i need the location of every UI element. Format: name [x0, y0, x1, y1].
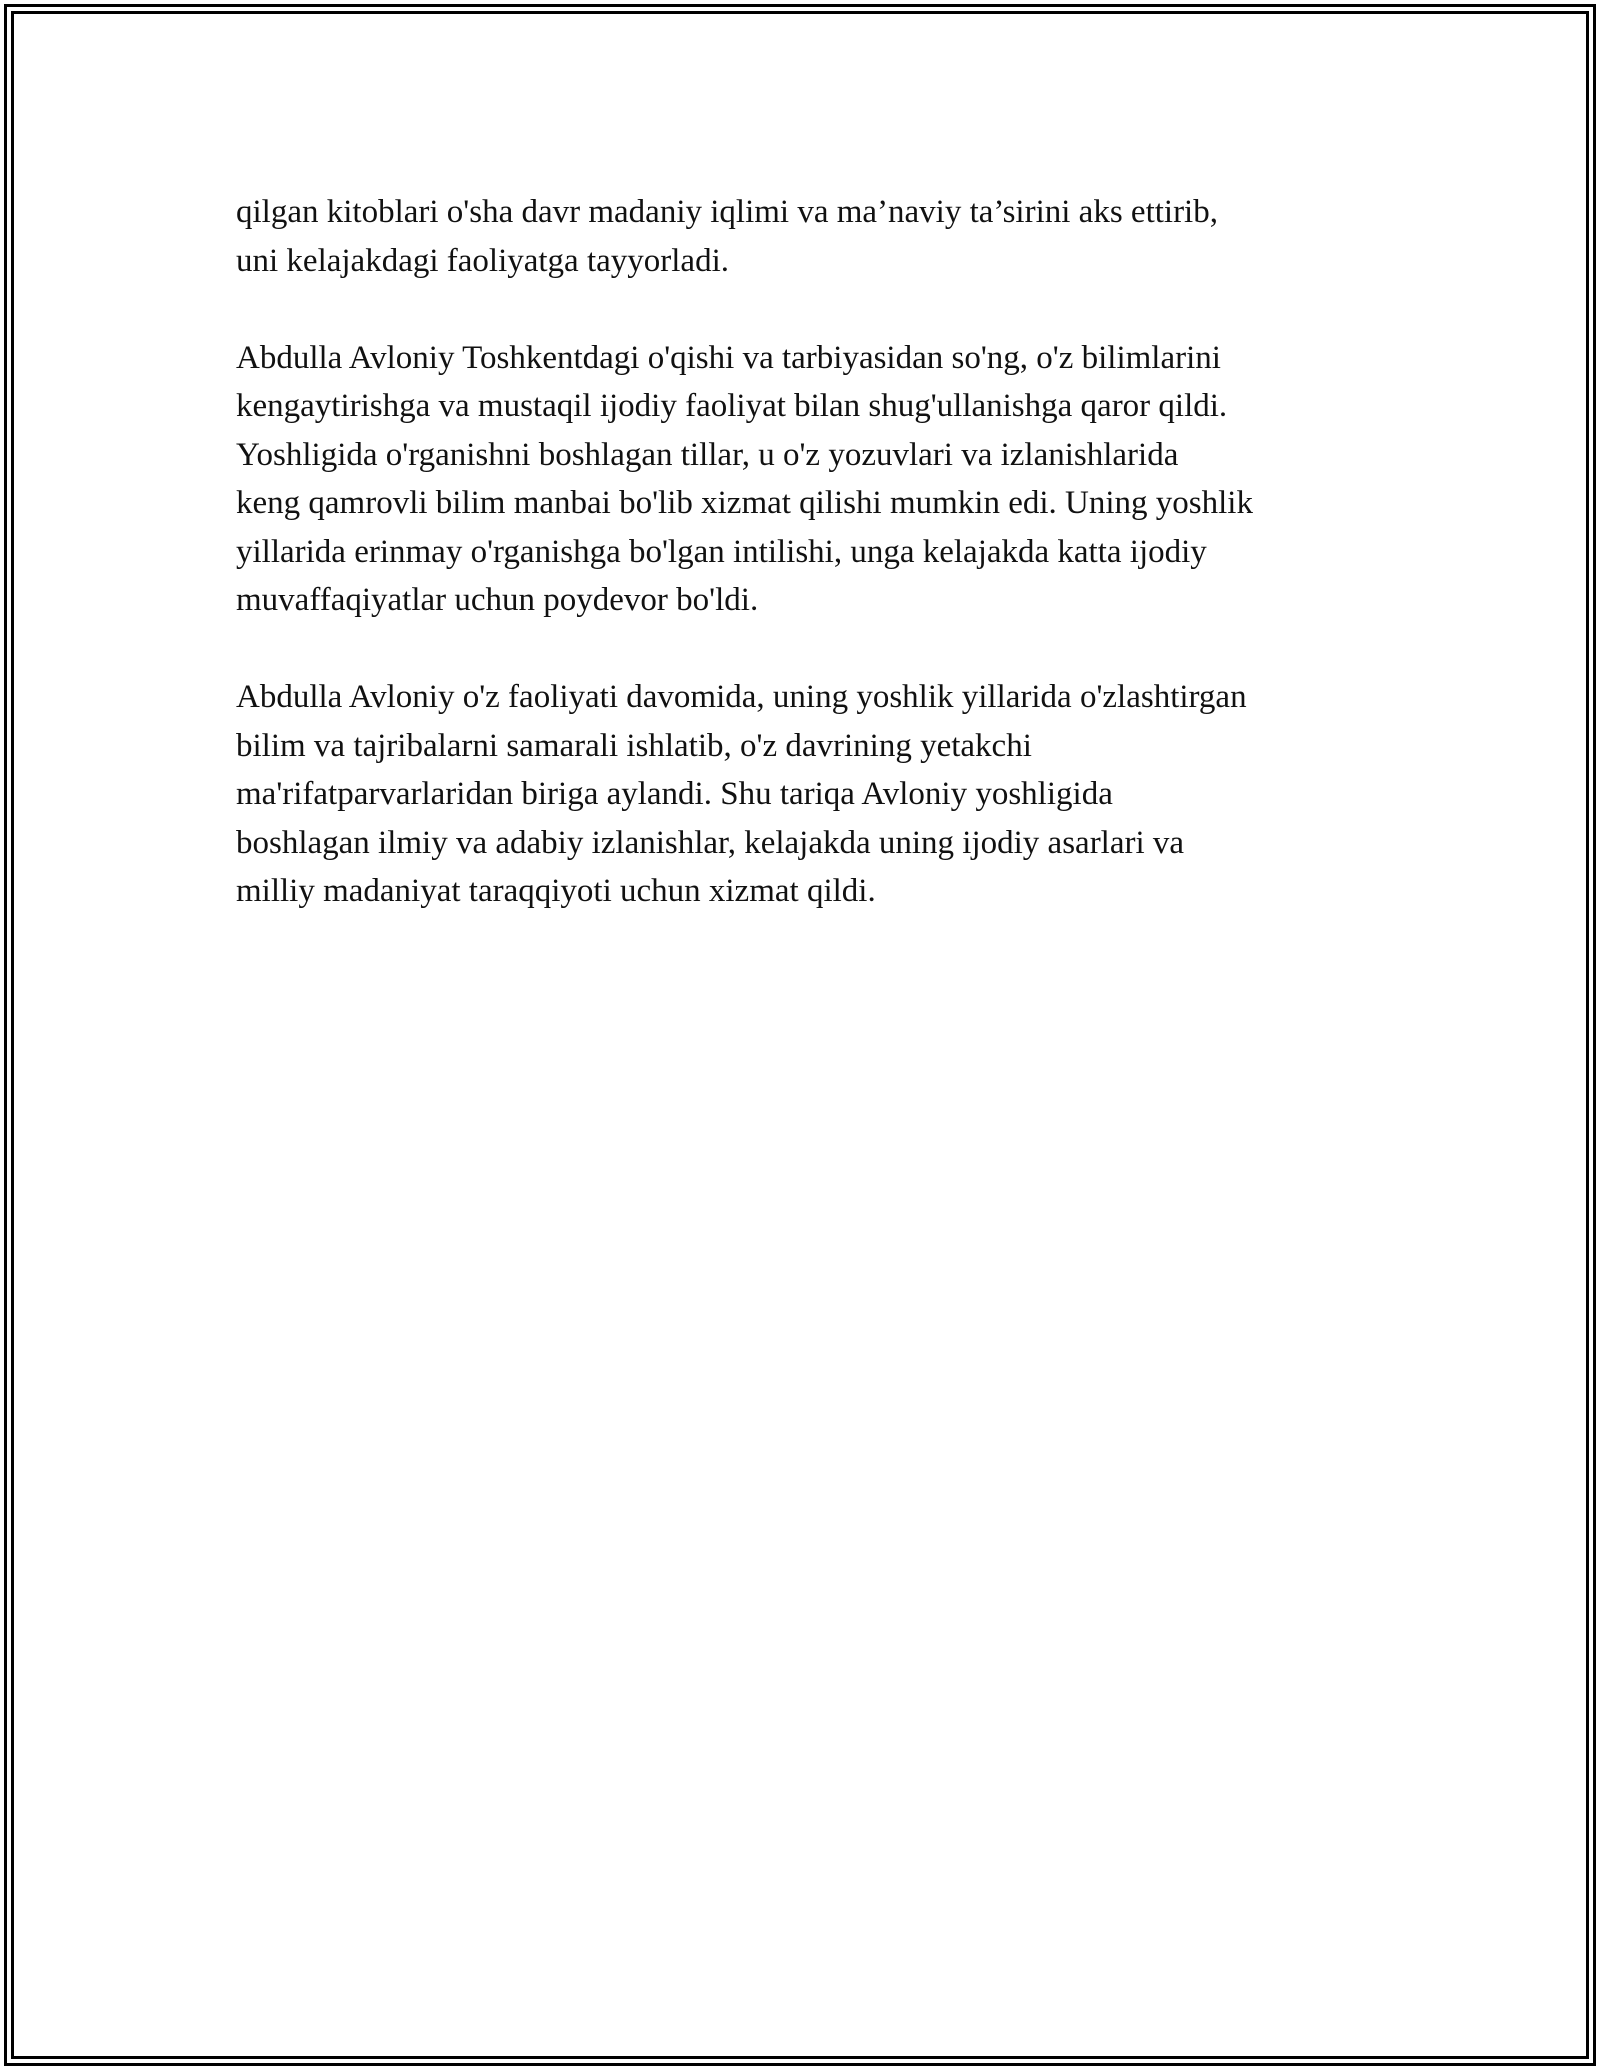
paragraph-3 — [236, 673, 1376, 916]
text-line: Yoshligida o'rganishni boshlagan tillar, u o'z yozuvlari va izlanishlarida — [236, 436, 1179, 473]
text-line: uni kelajakdagi faoliyatga tayyorladi. — [236, 242, 729, 279]
paragraph-1 — [236, 188, 1376, 285]
text-line: yillarida erinmay o'rganishga bo'lgan intilishi, unga kelajakda katta ijodiy — [236, 533, 1207, 570]
text-line: muvaffaqiyatlar uchun poydevor bo'ldi. — [236, 582, 759, 618]
text-line: qilgan kitoblari o'sha davr madaniy iqlimi va ma’naviy ta’sirini aks ettirib, — [236, 194, 1218, 230]
text-line: ma'rifatparvarlaridan biriga aylandi. Shu tariqa Avloniy yoshligida — [236, 776, 1113, 812]
document-body — [236, 188, 1376, 964]
text-line: kengaytirishga va mustaqil ijodiy faoliyat bilan shug'ullanishga qaror qildi. — [236, 388, 1228, 424]
text-line: milliy madaniyat taraqqiyoti uchun xizmat qildi. — [236, 873, 876, 909]
text-line: boshlagan ilmiy va adabiy izlanishlar, kelajakda uning ijodiy asarlari va — [236, 824, 1185, 861]
paragraph-2 — [236, 334, 1376, 625]
text-line: Abdulla Avloniy o'z faoliyati davomida, uning yoshlik yillarida o'zlashtirgan — [236, 679, 1247, 715]
text-line: bilim va tajribalarni samarali ishlatib, o'z davrining yetakchi — [236, 727, 1032, 764]
text-line: keng qamrovli bilim manbai bo'lib xizmat qilishi mumkin edi. Uning yoshlik — [236, 485, 1253, 521]
text-line: Abdulla Avloniy Toshkentdagi o'qishi va tarbiyasidan so'ng, o'z bilimlarini — [236, 339, 1221, 376]
